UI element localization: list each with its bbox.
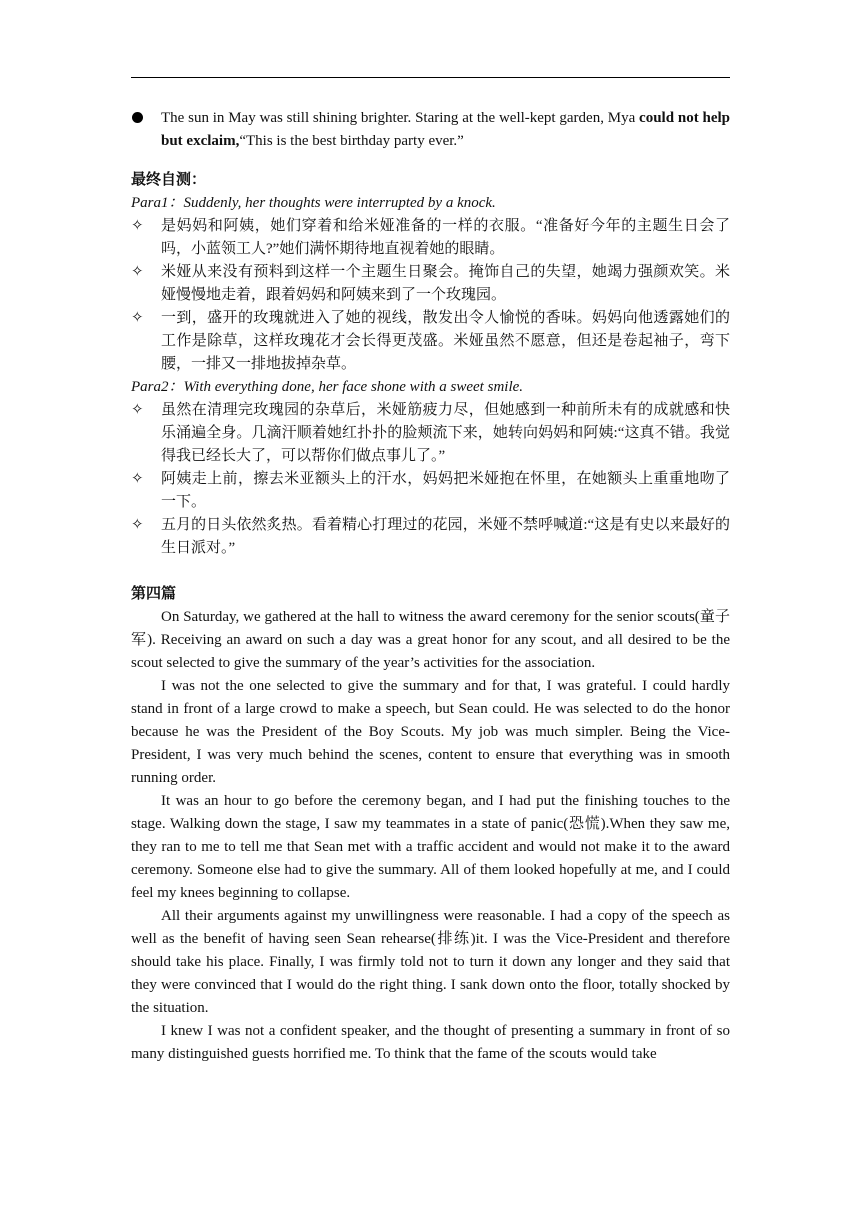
diamond-bullet-icon: ✧: [131, 310, 144, 326]
diamond-bullet-icon: ✧: [131, 264, 144, 280]
passage-paragraph: All their arguments against my unwillingness were reasonable. I had a copy of the speech as well as the benefit of having seen Sean rehearse(排练)it. I was the Vice-President and therefore should take his place. Finally, I was firmly told not to turn it down any longer and they said that they were convinced that I would do the right thing. I sank down onto the floor, totally shocked by the situation.: [131, 908, 730, 1016]
bullet-text-suffix: “This is the best birthday party ever.”: [239, 133, 464, 149]
para1-heading: Para1：Suddenly, her thoughts were interrupted by a knock.: [131, 195, 496, 211]
diamond-bullet-icon: ✧: [131, 471, 144, 487]
para1-item: [131, 307, 730, 376]
passage-paragraph: I was not the one selected to give the summary and for that, I was grateful. I could hardly stand in front of a large crowd to make a speech, but Sean could. He was selected to do the honor because he was the President of the Boy Scouts. My job was much simpler. Being the Vice-President, I was very much behind the scenes, content to ensure that everything was in smooth running order.: [131, 678, 730, 786]
para2-heading: Para2：With everything done, her face shone with a sweet smile.: [131, 379, 524, 395]
para1-item-text: 米娅从来没有预料到这样一个主题生日聚会。掩饰自己的失望，她竭力强颜欢笑。米娅慢慢地走着，跟着妈妈和阿姨来到了一个玫瑰园。: [161, 264, 730, 303]
para1-item-text: 是妈妈和阿姨，她们穿着和给米娅准备的一样的衣服。“准备好今年的主题生日会了吗，小蓝领工人?”她们满怀期待地直视着她的眼睛。: [161, 218, 730, 257]
self-test-title: 最终自测：: [131, 172, 207, 188]
diamond-bullet-icon: ✧: [131, 517, 144, 533]
para1-item-text: 一到，盛开的玫瑰就进入了她的视线，散发出令人愉悦的香味。妈妈向他透露她们的工作是除草，这样玫瑰花才会长得更茂盛。米娅虽然不愿意，但还是卷起袖子，弯下腰，一排又一排地拔掉杂草。: [161, 310, 730, 372]
diamond-bullet-icon: ✧: [131, 402, 144, 418]
para2-item-text: 虽然在清理完玫瑰园的杂草后，米娅筋疲力尽，但她感到一种前所未有的成就感和快乐涌遍全身。几滴汗顺着她红扑扑的脸颊流下来，她转向妈妈和阿姨:“这真不错。我觉得我已经长大了，可以帮你们做点事儿了。”: [161, 402, 730, 464]
passage-paragraph: On Saturday, we gathered at the hall to witness the award ceremony for the senior scouts(童子军). Receiving an award on such a day was a great honor for any scout, and all desired to be the scout selected to give the summary of the year’s activities for the association.: [131, 609, 730, 671]
bullet-dot-icon: [132, 112, 143, 123]
para1-item: [131, 215, 730, 261]
bullet-text-prefix: The sun in May was still shining brighter. Staring at the well-kept garden, Mya: [161, 110, 640, 126]
document-body: [131, 107, 730, 1066]
passage-title: 第四篇: [131, 586, 177, 602]
header-rule: [131, 77, 730, 78]
para2-item: [131, 468, 730, 514]
para2-item: [131, 399, 730, 468]
para2-item: [131, 514, 730, 560]
bullet-item: [131, 107, 730, 153]
para2-item-text: 阿姨走上前，擦去米亚额头上的汗水，妈妈把米娅抱在怀里，在她额头上重重地吻了一下。: [161, 471, 730, 510]
passage-paragraph: I knew I was not a confident speaker, and the thought of presenting a summary in front of so many distinguished guests horrified me. To think that the fame of the scouts would take: [131, 1023, 730, 1062]
diamond-bullet-icon: ✧: [131, 218, 144, 234]
passage-paragraph: It was an hour to go before the ceremony began, and I had put the finishing touches to the stage. Walking down the stage, I saw my teammates in a state of panic(恐慌).When they saw me, they ran to me to tell me that Sean met with a traffic accident and would not make it to the award ceremony. Someone else had to give the summary. All of them looked hopefully at me, and I could feel my knees beginning to collapse.: [131, 793, 730, 901]
bullet-text-bold: could not help but exclaim,: [161, 110, 730, 149]
para2-item-text: 五月的日头依然炙热。看着精心打理过的花园，米娅不禁呼喊道:“这是有史以来最好的生日派对。”: [161, 517, 730, 556]
para1-item: [131, 261, 730, 307]
